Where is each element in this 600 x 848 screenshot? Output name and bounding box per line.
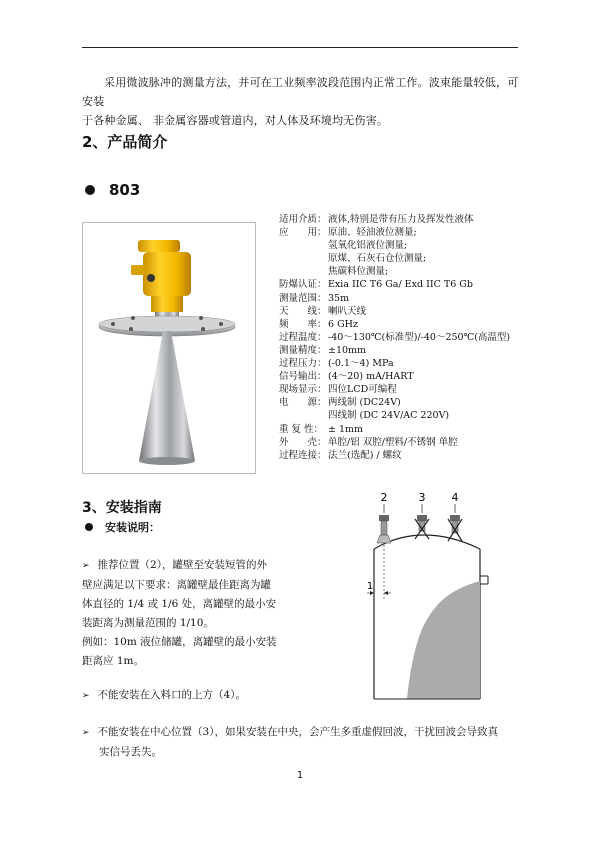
instruction-2 [82, 686, 246, 706]
spec-label: 过程压力： [279, 358, 327, 370]
instruction-line: 例如：10m 液位储罐，离罐壁的最小安装 [82, 636, 277, 648]
spec-label: 防爆认证： [279, 279, 327, 291]
instruction-line: 实信号丢失。 [99, 746, 162, 758]
instruction-text: 推荐位置（2），罐壁至安装短管的外 [97, 559, 267, 571]
spec-value: 35m [328, 292, 350, 304]
spec-value: 喇叭天线 [328, 305, 367, 317]
arrow-bullet-icon: ➢ [82, 691, 90, 701]
arrow-bullet-icon: ➢ [82, 728, 90, 738]
spec-application-cont: 氢氧化铝液位测量; [328, 240, 408, 252]
spec-label: 重 复 性： [279, 423, 324, 435]
instruction-text: 不能安装在入料口的上方（4）。 [97, 689, 246, 701]
product-model: 803 [109, 181, 141, 199]
spec-label: 信号输出： [279, 371, 327, 383]
spec-value: (-0.1～4) MPa [328, 358, 394, 370]
page-number: 1 [296, 770, 304, 781]
arrow-bullet-icon: ➢ [82, 561, 90, 571]
label-3: 3 [418, 491, 426, 504]
header-rule [82, 47, 518, 48]
spec-frequency [279, 318, 510, 331]
label-1: 1 [366, 581, 374, 592]
spec-label: 外 壳： [279, 436, 327, 448]
spec-housing [279, 436, 510, 449]
spec-value: 法兰(选配) / 螺纹 [328, 449, 402, 461]
tank-diagram [357, 489, 507, 705]
radar-level-meter-image [83, 223, 255, 473]
spec-display [279, 383, 510, 396]
spec-power [279, 396, 510, 409]
sensor-2 [377, 515, 391, 599]
spec-value: 原油、轻油液位测量; [328, 227, 417, 239]
installation-diagram [357, 489, 507, 709]
sensor-4 [448, 515, 462, 541]
spec-label: 测量精度： [279, 344, 327, 356]
instruction-1 [82, 556, 347, 671]
spec-range [279, 292, 510, 305]
spec-application [279, 226, 510, 239]
spec-value: (4～20) mA/HART [328, 371, 414, 383]
spec-label: 频 率： [279, 318, 327, 330]
bullet-icon [85, 523, 93, 531]
instruction-line: 体直径的 1/4 或 1/6 处，离罐壁的最小安 [82, 598, 277, 610]
intro-paragraph [82, 73, 522, 130]
spec-accuracy [279, 344, 510, 357]
spec-power-cont: 四线制 (DC 24V/AC 220V) [328, 410, 450, 422]
spec-repeatability [279, 423, 510, 436]
label-2: 2 [380, 491, 388, 504]
spec-explosion [279, 278, 510, 291]
instruction-line [82, 556, 347, 576]
instruction-line: 距离应 1m。 [82, 655, 144, 667]
instruction-line [82, 723, 522, 743]
spec-label: 过程连接： [279, 449, 327, 461]
spec-connection [279, 449, 510, 462]
spec-signal [279, 370, 510, 383]
bullet-icon [85, 185, 95, 195]
spec-value: 6 GHz [328, 318, 358, 330]
product-photo [82, 222, 256, 474]
spec-value: 单腔/铝 双腔/塑料/不锈钢 单腔 [328, 436, 458, 448]
spec-label: 过程温度： [279, 331, 327, 343]
intro-line-2: 于各种金属、 非金属容器或管道内，对人体及环境均无伤害。 [82, 114, 389, 127]
install-subheading [85, 519, 160, 535]
spec-label: 现场显示： [279, 384, 327, 396]
instruction-line: 壁应满足以下要求：离罐壁最佳距离为罐 [82, 579, 271, 591]
spec-label: 测量范围： [279, 292, 327, 304]
intro-line-1: 采用微波脉冲的测量方法，并可在工业频率波段范围内正常工作。波束能量较低，可安装 [82, 76, 519, 108]
spec-value: 液体,特别是带有压力及挥发性液体 [328, 214, 474, 225]
spec-temperature [279, 331, 510, 344]
spec-medium [279, 213, 510, 226]
spec-value: ± 1mm [328, 423, 364, 435]
spec-label: 电 源： [279, 397, 327, 409]
spec-label: 应 用： [279, 227, 327, 239]
spec-list [279, 213, 510, 462]
spec-antenna [279, 305, 510, 318]
spec-value: ±10mm [328, 344, 367, 356]
spec-value: Exia IIC T6 Ga/ Exd IIC T6 Gb [328, 279, 473, 291]
spec-application-cont: 原煤、石灰石仓位测量; [328, 253, 427, 265]
spec-value: -40～130℃(标准型)/-40～250℃(高温型) [328, 331, 511, 343]
spec-pressure [279, 357, 510, 370]
product-model-heading [85, 181, 140, 199]
spec-application-cont: 焦碳料位测量; [328, 266, 389, 278]
instruction-text: 不能安装在中心位置（3），如果安装在中央，会产生多重虚假回波，干扰回波会导致真 [97, 726, 498, 738]
instruction-3 [82, 723, 522, 762]
spec-value: 两线制 (DC24V) [328, 397, 401, 409]
section-3-heading: 3、安装指南 [82, 500, 162, 516]
instruction-line: 装距离为测量范围的 1/10。 [82, 617, 214, 629]
spec-value: 四位LCD可编程 [328, 384, 397, 396]
install-subtitle: 安装说明： [105, 521, 160, 534]
label-4: 4 [451, 491, 459, 504]
spec-label: 适用介质： [279, 214, 327, 225]
section-2-heading: 2、产品简介 [82, 133, 168, 151]
spec-label: 天 线： [279, 305, 327, 317]
